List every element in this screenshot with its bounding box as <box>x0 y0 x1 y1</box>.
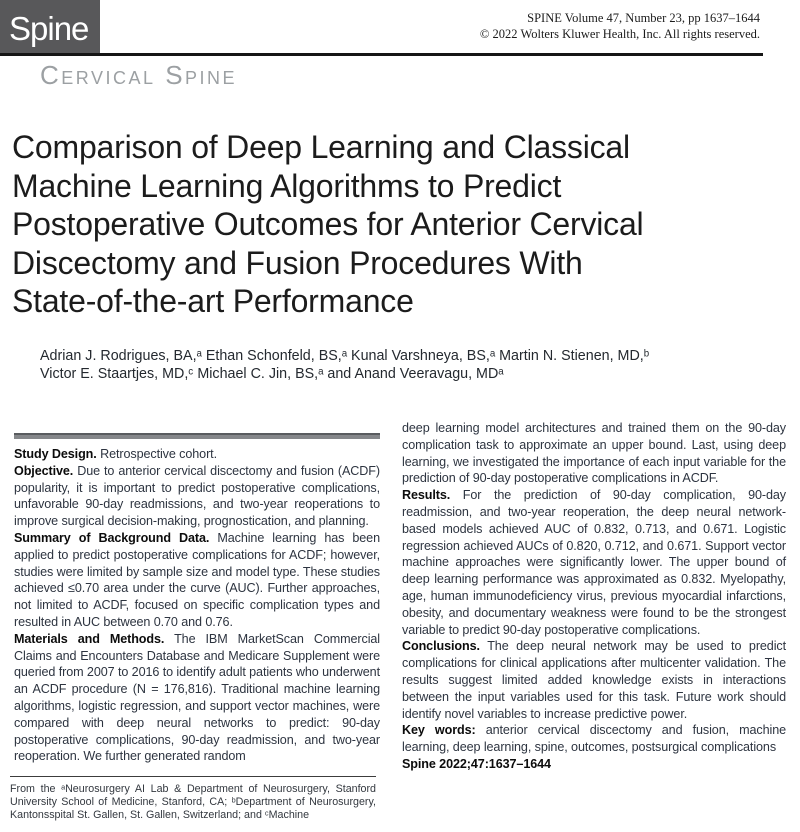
abstract-left-column <box>14 433 380 765</box>
abstract-section-text: The IBM MarketScan Commercial Claims and Encounters Database and Medicare Supplement were queried from 2007 to 2016 to identify adult patients who underwent an ACDF procedure (N = 176,816). Traditional machine learning algorithms, logistic regression, and support vector machines, were compared with deep neural networks to predict: 90-day postoperative complications, 90-day readmission, and two-year reoperation. We further generated random <box>14 631 381 764</box>
abstract-paragraph <box>14 631 380 765</box>
masthead-rule <box>0 53 763 56</box>
abstract-paragraph <box>402 722 786 756</box>
title-line: State-of-the-art Performance <box>12 283 414 319</box>
abstract-paragraph <box>14 530 380 631</box>
abstract-right-column <box>402 420 786 773</box>
abstract-section-text: deep learning model architectures and trained them on the 90-day complication task to approximate an upper bound. Last, using deep learning, we investigated the importance of each input variable for the prediction of 90-day postoperative complications in ACDF. <box>402 421 786 486</box>
title-line: Machine Learning Algorithms to Predict <box>12 167 562 204</box>
spine-logo <box>0 0 100 54</box>
abstract-paragraph <box>402 487 786 638</box>
abstract-section-label: Study Design. <box>14 447 97 461</box>
abstract-section-label: Spine 2022;47:1637–1644 <box>402 756 551 771</box>
abstract-section-text: The deep neural network may be used to predict complications for clinical applications after multicenter validation. The results suggest limited added knowledge exists in interactions between the input variables used for this task. Future work should identify novel variables to increase predictive power. <box>402 639 787 721</box>
title-line: Discectomy and Fusion Procedures With <box>12 244 583 281</box>
journal-copyright-line: © 2022 Wolters Kluwer Health, Inc. All rights reserved. <box>479 26 760 41</box>
abstract-top-rule <box>14 433 380 439</box>
abstract-section-text: Due to anterior cervical discectomy and fusion (ACDF) popularity, it is important to predict postoperative complications, unfavorable 90-day readmissions, and two-year reoperations to improve surgical decision-making, prognostication, and planning. <box>14 463 380 529</box>
journal-volume-line: SPINE Volume 47, Number 23, pp 1637–1644 <box>527 11 760 25</box>
abstract-section-label: Materials and Methods. <box>14 631 165 646</box>
title-line: Postoperative Outcomes for Anterior Cervical <box>12 206 644 242</box>
abstract-section-text: Machine learning has been applied to predict postoperative complications for ACDF; however, studies were limited by sample size and model type. These studies achieved ≤0.70 area under the curve (AUC). Further approaches, not limited to ACDF, focused on specific complication types and resulted in AUC between 0.70 and 0.76. <box>14 530 380 629</box>
abstract-section-label: Results. <box>402 488 451 503</box>
abstract-paragraph <box>402 638 786 722</box>
abstract-paragraph <box>402 420 786 487</box>
abstract-paragraph <box>402 756 786 773</box>
author-line: Victor E. Staartjes, MD,ᶜ Michael C. Jin, BS,ᵃ and Anand Veeravagu, MDᵃ <box>40 365 504 382</box>
abstract-section-text: Retrospective cohort. <box>100 447 217 461</box>
abstract-section-label: Objective. <box>14 463 74 478</box>
affiliations-text: From the ᵃNeurosurgery AI Lab & Department of Neurosurgery, Stanford University School of Medicine, Stanford, CA; ᵇDepartment of Neurosurgery, Kantonsspital St. Gallen, St. Gallen, Switzerland; and ᶜMachine <box>10 783 376 822</box>
author-list <box>40 348 760 383</box>
article-title <box>12 128 692 321</box>
title-line: Comparison of Deep Learning and Classical <box>12 129 630 165</box>
abstract-paragraph <box>14 446 380 463</box>
journal-info <box>480 11 760 42</box>
abstract-section-label: Key words: <box>402 723 476 738</box>
abstract-section-text: anterior cervical discectomy and fusion, machine learning, deep learning, spine, outcomes, postsurgical complications <box>402 723 786 755</box>
author-line: Adrian J. Rodrigues, BA,ᵃ Ethan Schonfeld, BS,ᵃ Kunal Varshneya, BS,ᵃ Martin N. Stienen, MD,ᵇ <box>40 348 650 364</box>
spine-logo-text: Spine <box>9 10 89 47</box>
abstract-paragraph <box>14 463 380 530</box>
abstract-section-label: Summary of Background Data. <box>14 530 210 545</box>
affiliations-footnote <box>10 776 376 823</box>
abstract-section-label: Conclusions. <box>402 639 480 654</box>
abstract-section-text: For the prediction of 90-day complication, 90-day readmission, and two-year reoperation, the deep neural network-based models achieved AUC of 0.832, 0.713, and 0.671. Logistic regression achieved AUCs of 0.820, 0.712, and 0.671. Support vector machine approaches were significantly lower. The upper bound of deep learning performance was approximated as 0.832. Myelopathy, age, human immunodeficiency virus, previous myocardial infarctions, obesity, and documentary weakness were found to be the strongest variable to predict 90-day postoperative complications. <box>402 488 786 637</box>
section-heading: Cervical Spine <box>40 60 238 90</box>
